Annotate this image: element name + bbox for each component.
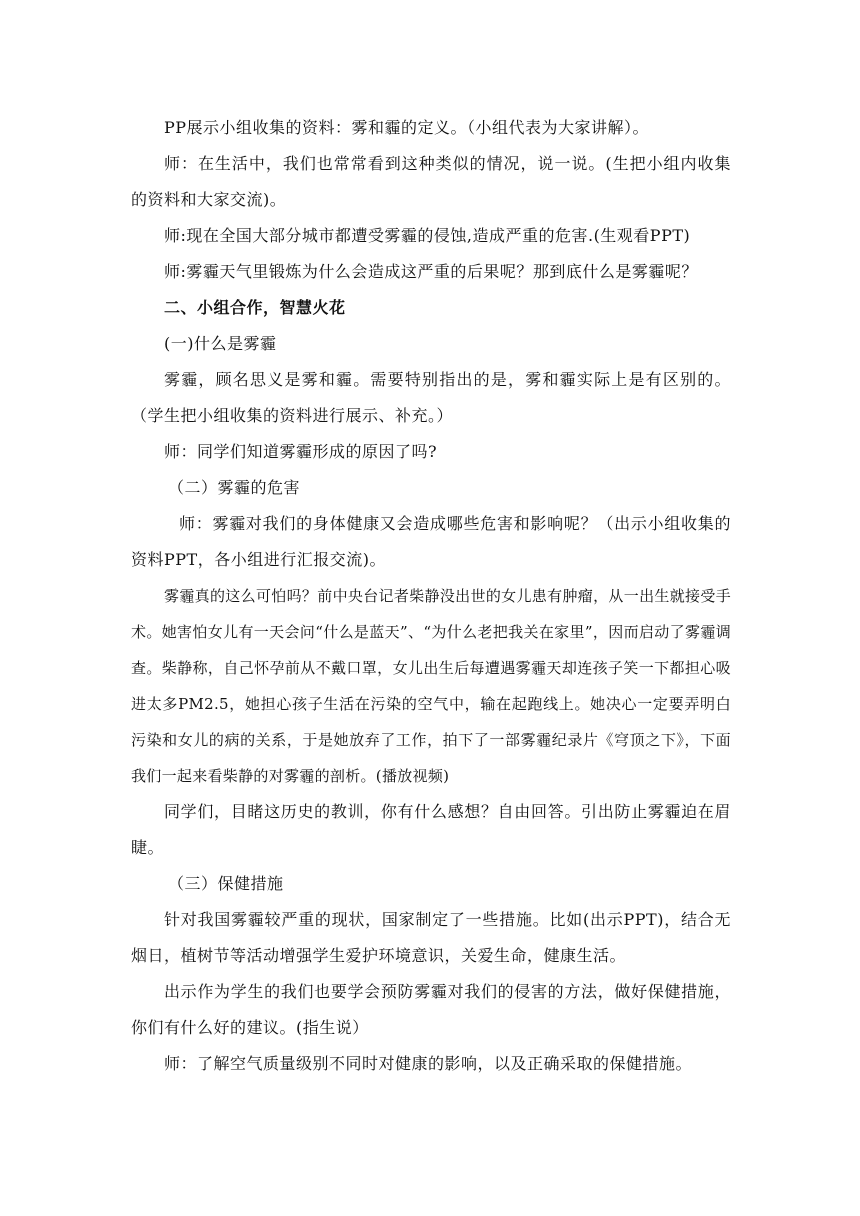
paragraph-teacher-discussion: 师：在生活中，我们也常常看到这种类似的情况，说一说。(生把小组内收集的资料和大家交流)。	[131, 154, 731, 209]
section-heading-group-work: 二、小组合作，智慧火花	[164, 298, 346, 317]
paragraph-teacher-cities: 师:现在全国大部分城市都遭受雾霾的侵蚀,造成严重的危害.(生观看PPT)	[164, 226, 691, 245]
subheading-smog-harm: （二）雾霾的危害	[168, 478, 301, 497]
document-body	[131, 110, 731, 1082]
subheading-what-is-smog: (一)什么是雾霾	[164, 334, 277, 353]
subheading-health-measures: （三）保健措施	[168, 874, 284, 893]
paragraph-teacher-cause-question: 师：同学们知道雾霾形成的原因了吗?	[164, 442, 438, 461]
paragraph-ppt-definition: PP展示小组收集的资料：雾和霾的定义。（小组代表为大家讲解）。	[164, 118, 650, 137]
paragraph-chai-jing-story: 雾霾真的这么可怕吗？前中央台记者柴静没出世的女儿患有肿瘤，从一出生就接受手术。她害怕女儿有一天会问“什么是蓝天”、“为什么老把我关在家里”，因而启动了雾霾调查。柴静称，自己怀孕前从不戴口罩，女儿出生后每遭遇雾霾天却连孩子笑一下都担心吸进太多PM2.5，她担心孩子生活在污染的空气中，输在起跑线上。她决心一定要弄明白污染和女儿的病的关系，于是她放弃了工作，拍下了一部雾霾纪录片《穹顶之下》，下面我们一起来看柴静的对雾霾的剖析。(播放视频)	[131, 587, 731, 785]
paragraph-national-measures: 针对我国雾霾较严重的现状，国家制定了一些措施。比如(出示PPT)，结合无烟日，植树节等活动增强学生爱护环境意识，关爱生命，健康生活。	[131, 910, 731, 965]
paragraph-teacher-health-question: 师：雾霾对我们的身体健康又会造成哪些危害和影响呢？（出示小组收集的资料PPT，各小组进行汇报交流)。	[131, 514, 731, 569]
paragraph-teacher-air-quality: 师：了解空气质量级别不同时对健康的影响，以及正确采取的保健措施。	[164, 1054, 693, 1073]
paragraph-students-reflection: 同学们，目睹这历史的教训，你有什么感想？自由回答。引出防止雾霾迫在眉睫。	[131, 802, 731, 857]
paragraph-student-prevention: 出示作为学生的我们也要学会预防雾霾对我们的侵害的方法，做好保健措施，你们有什么好的建议。(指生说）	[131, 982, 731, 1037]
paragraph-teacher-question: 师:雾霾天气里锻炼为什么会造成这严重的后果呢？那到底什么是雾霾呢？	[164, 262, 698, 281]
paragraph-smog-definition: 雾霾，顾名思义是雾和霾。需要特别指出的是，雾和霾实际上是有区别的。（学生把小组收集的资料进行展示、补充。）	[131, 370, 731, 425]
